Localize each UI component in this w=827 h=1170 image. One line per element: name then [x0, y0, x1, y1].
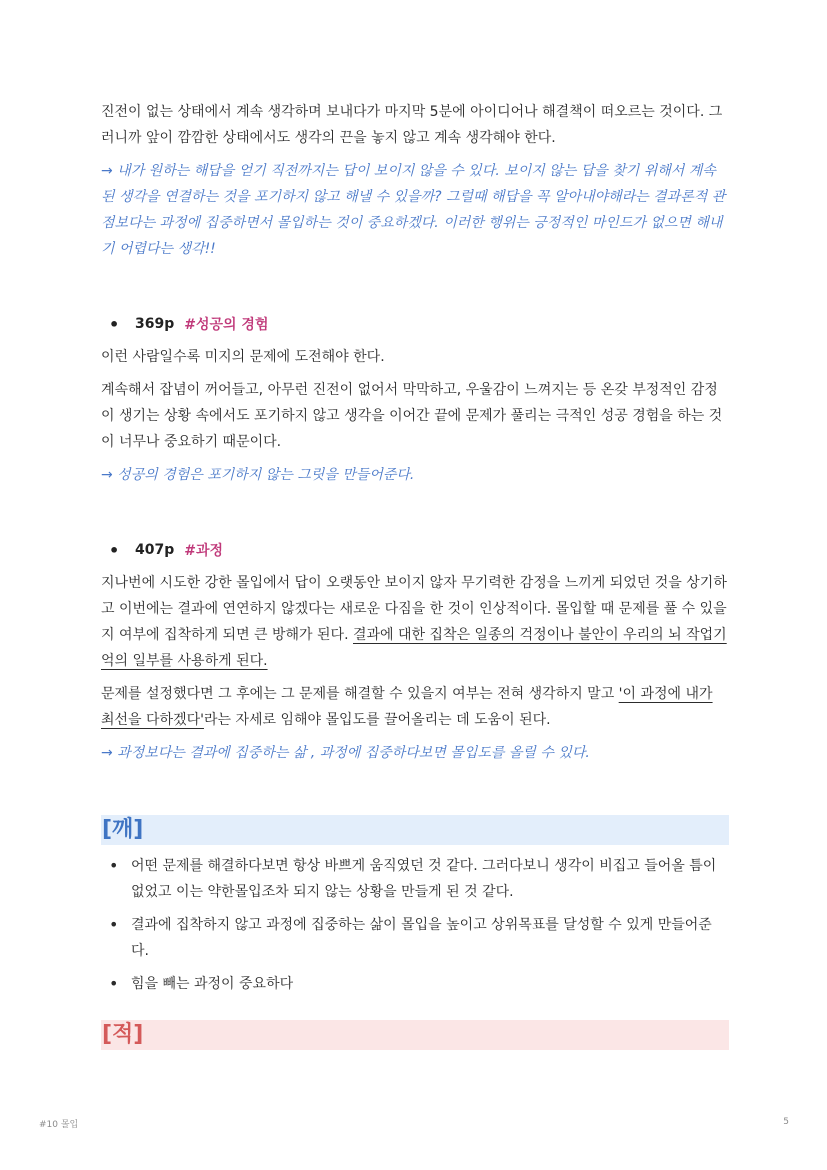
list-item — [101, 912, 729, 964]
hashtag: #성공의 경험 — [184, 317, 269, 333]
list-item — [101, 853, 729, 905]
section-369-reflection: → 성공의 경험은 포기하지 않는 그릿을 만들어준다. — [101, 467, 415, 483]
footer-document-title: #10 몰입 — [39, 1120, 79, 1130]
paragraph-text: 문제를 설정했다면 그 후에는 그 문제를 해결할 수 있을지 여부는 전혀 생각하지 말고 — [101, 686, 619, 702]
kkae-list — [101, 853, 729, 997]
paragraph-text: 라는 자세로 임해야 몰입도를 끌어올리는 데 도움이 된다. — [203, 712, 551, 728]
bullet-icon: • — [109, 856, 119, 875]
list-item-text: 결과에 집착하지 않고 과정에 집중하는 삶이 몰입을 높이고 상위목표를 달성할 수 있게 만들어준다. — [131, 917, 712, 959]
section-407-paragraph-1 — [101, 570, 729, 674]
paragraph-text: 지나번에 시도한 강한 몰입에서 답이 오랫동안 보이지 않자 무기력한 감정을 느끼게 되었던 것을 상기하고 이번에는 결과에 연연하지 않겠다는 새로운 다짐을 한 것이 인상적이다. 몰입할 때 문제를 풀 수 있을지 여부에 집착하게 되면 큰 방해가 된다. — [101, 575, 727, 643]
section-407-heading — [101, 537, 729, 563]
list-item — [101, 971, 729, 997]
underlined-text: '이 과정에 내가 최선을 다하겠다' — [101, 686, 713, 728]
page-reference: 369p — [135, 316, 175, 332]
section-407-reflection: → 과정보다는 결과에 집중하는 삶 , 과정에 집중하다보면 몰입도를 올릴 수 있다. — [101, 745, 590, 761]
page-content — [101, 99, 729, 1050]
jeok-heading: [적] — [101, 1020, 729, 1050]
footer-page-number: 5 — [783, 1117, 789, 1127]
bullet-icon: • — [109, 915, 119, 934]
section-369-paragraph-1: 이런 사람일수록 미지의 문제에 도전해야 한다. — [101, 349, 385, 365]
list-item-text: 힘을 빼는 과정이 중요하다 — [131, 976, 294, 992]
section-407-paragraph-2 — [101, 681, 729, 733]
bullet-icon: • — [109, 974, 119, 993]
intro-paragraph: 진전이 없는 상태에서 계속 생각하며 보내다가 마지막 5분에 아이디어나 해결책이 떠오르는 것이다. 그러니까 앞이 깜깜한 상태에서도 생각의 끈을 놓지 않고 계속 생각해야 한다. — [101, 104, 723, 146]
section-369-paragraph-2: 계속해서 잡념이 꺼어들고, 아무런 진전이 없어서 막막하고, 우울감이 느껴지는 등 온갖 부정적인 감정이 생기는 상황 속에서도 포기하지 않고 생각을 이어간 끝에 문제가 풀리는 극적인 성공 경험을 하는 것이 너무나 중요하기 때문이다. — [101, 382, 723, 450]
bullet-icon: • — [109, 540, 120, 560]
underlined-text: 결과에 대한 집착은 일종의 걱정이나 불안이 우리의 뇌 작업기억의 일부를 사용하게 된다. — [101, 627, 727, 669]
intro-reflection: → 내가 원하는 해답을 얻기 직전까지는 답이 보이지 않을 수 있다. 보이지 않는 답을 찾기 위해서 계속된 생각을 연결하는 것을 포기하지 않고 해낼 수 있을까? 그럴때 해답을 꼭 알아내야해라는 결과론적 관점보다는 과정에 집중하면서 몰입하는 것이 중요하겠다. 이러한 행위는 긍정적인 마인드가 없으면 해내기 어렵다는 생각!! — [101, 163, 726, 257]
list-item-text: 어떤 문제를 해결하다보면 항상 바쁘게 움직였던 것 같다. 그러다보니 생각이 비집고 들어올 틈이 없었고 이는 약한몰입조차 되지 않는 상황을 만들게 된 것 같다. — [131, 858, 717, 900]
bullet-icon: • — [109, 314, 120, 334]
section-369-heading — [101, 311, 729, 337]
hashtag: #과정 — [184, 543, 224, 559]
page-reference: 407p — [135, 542, 175, 558]
kkae-heading: [깨] — [101, 815, 729, 845]
